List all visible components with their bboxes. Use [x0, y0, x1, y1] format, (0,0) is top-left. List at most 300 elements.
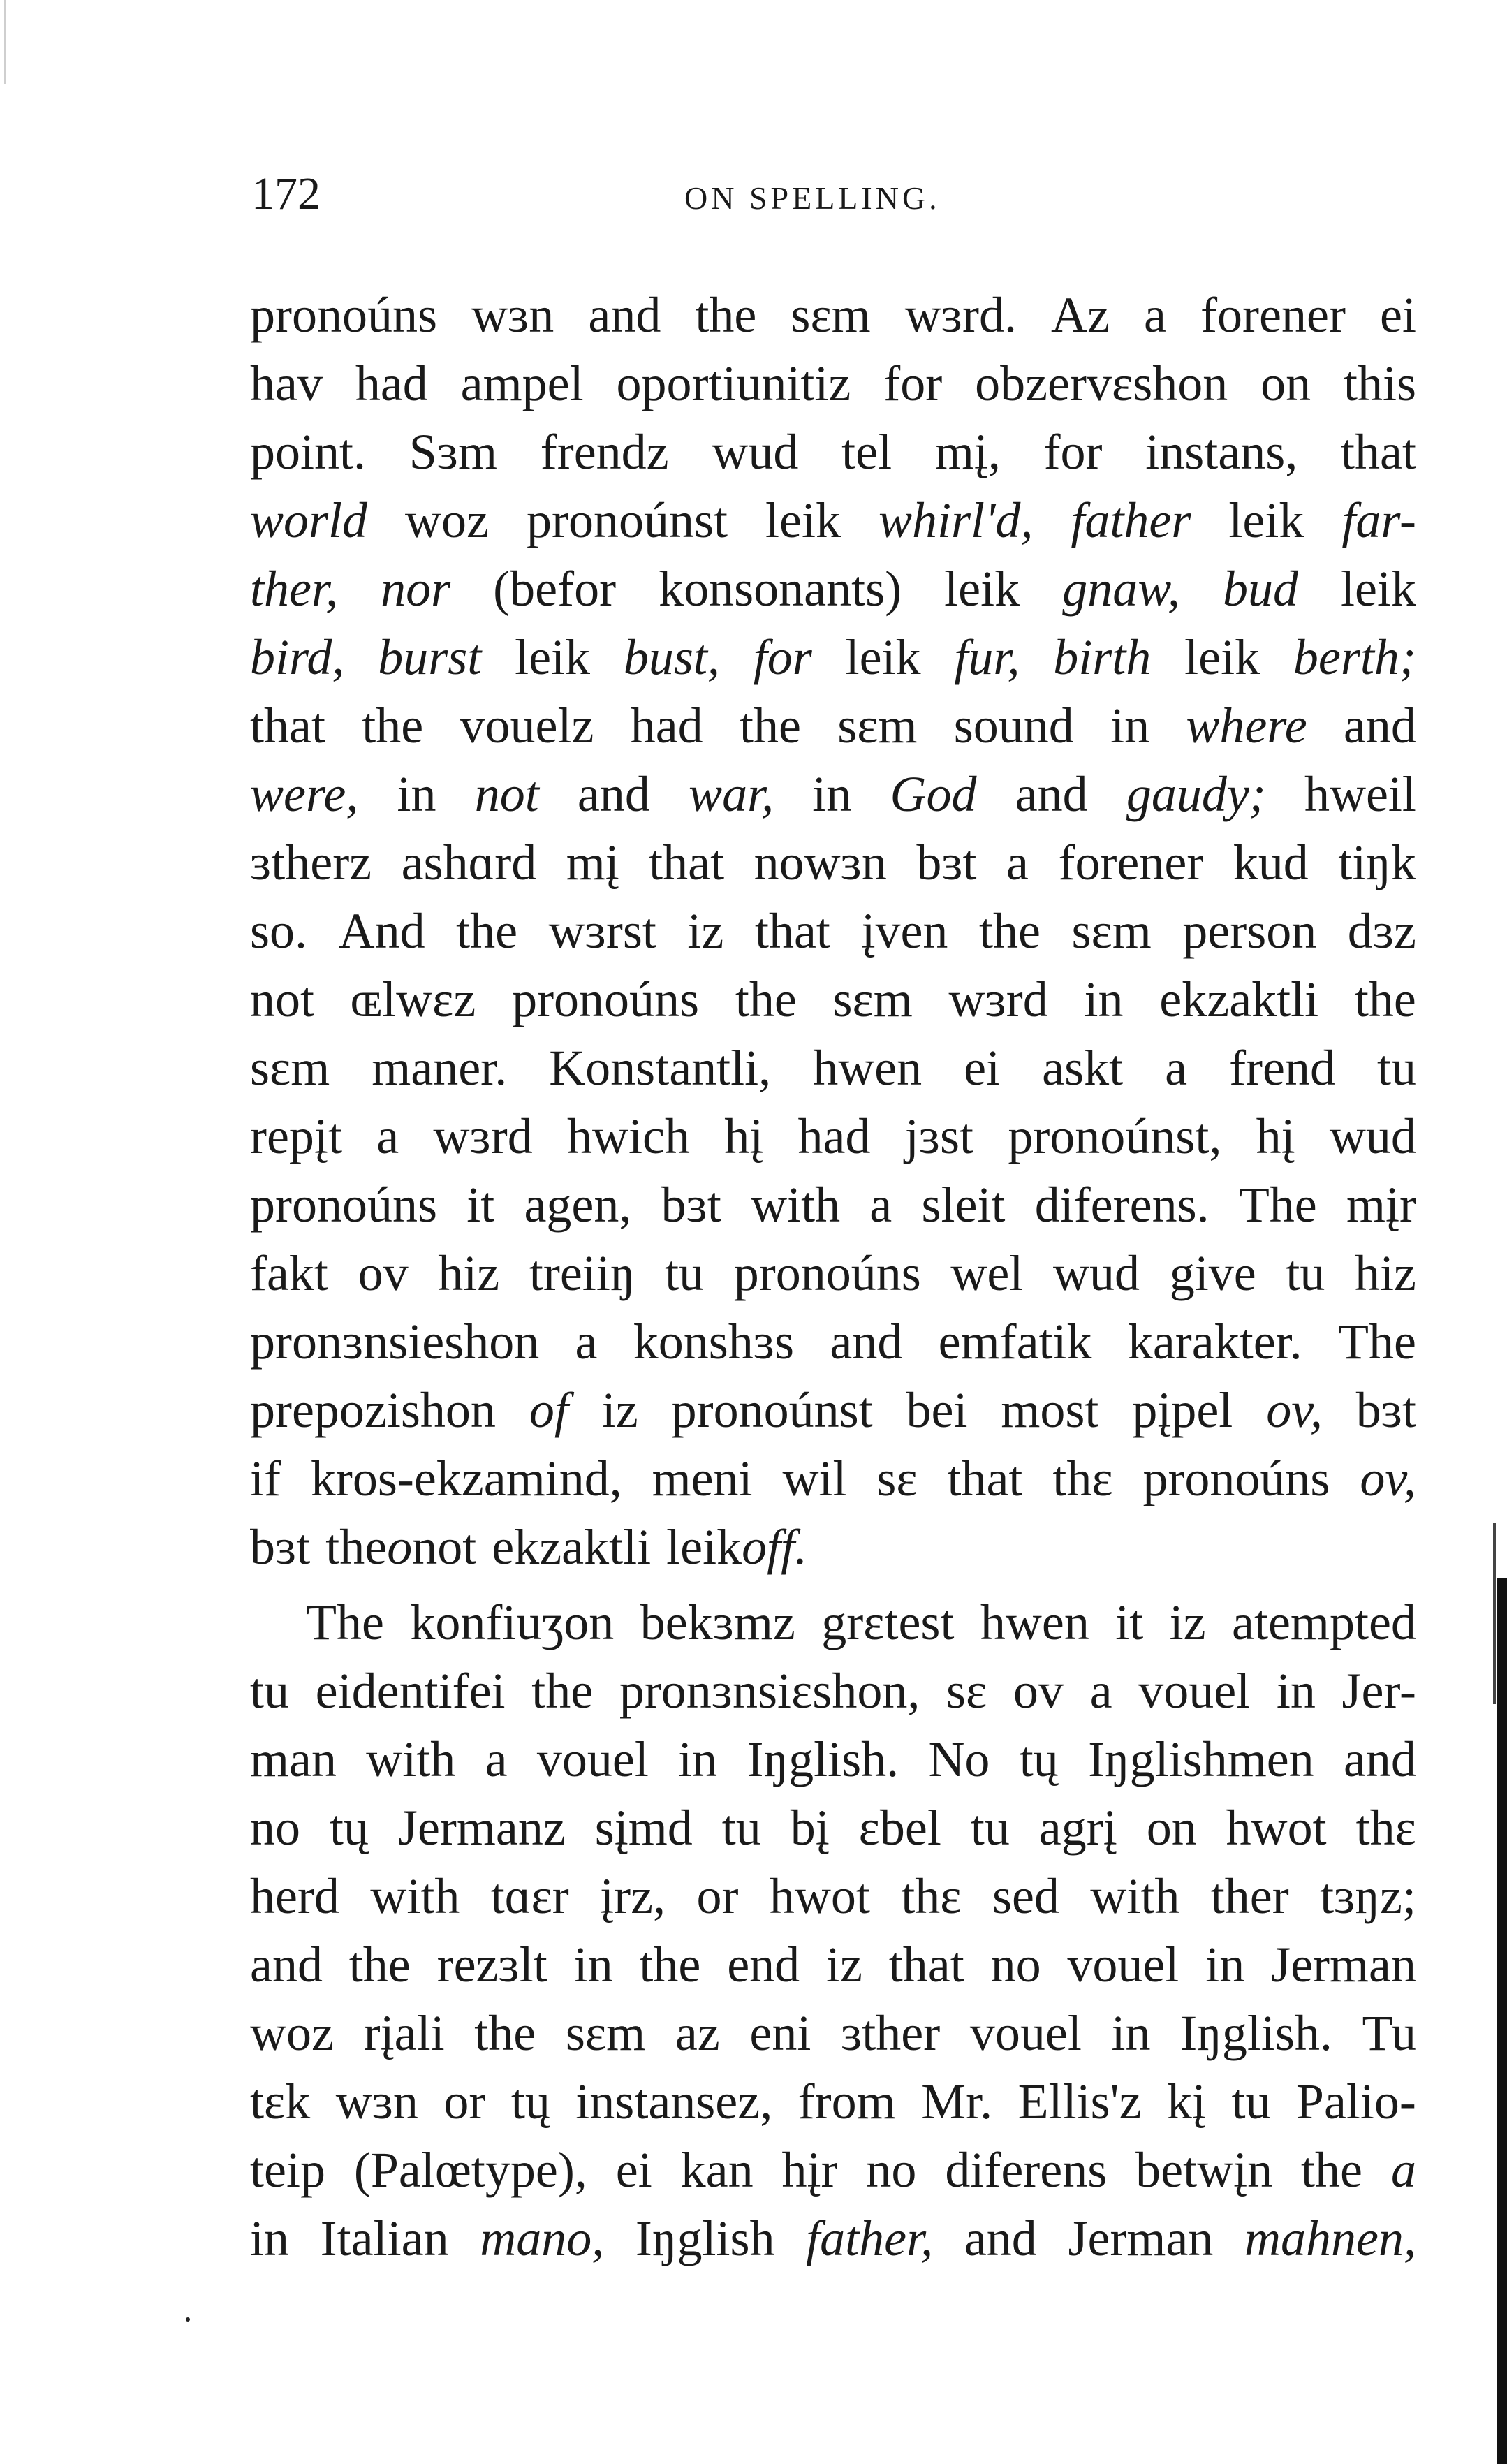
italic-word: not	[474, 766, 539, 822]
word: that	[649, 835, 725, 890]
word: or	[443, 2074, 486, 2129]
italic-word: bust,	[623, 629, 720, 685]
word: grɛtest	[821, 1594, 955, 1650]
word: wel	[950, 1245, 1024, 1301]
word: atempted	[1232, 1594, 1416, 1650]
word: forener	[1200, 287, 1346, 343]
word: obzervɛshon	[975, 355, 1228, 411]
word: leik	[666, 1519, 742, 1575]
word: rezɜlt	[436, 1937, 547, 1993]
word: oportiunitiz	[616, 355, 851, 411]
word: pronoúnst,	[1008, 1108, 1222, 1164]
word: in	[812, 766, 852, 822]
text-line	[250, 691, 1416, 760]
word: leik	[944, 561, 1020, 617]
word: sleit	[921, 1177, 1006, 1233]
italic-word: nor	[381, 561, 451, 617]
text-line	[250, 1588, 1416, 1657]
italic-word: mano,	[480, 2210, 605, 2266]
word: dɜz	[1347, 903, 1416, 959]
italic-word: war,	[689, 766, 774, 822]
word: ɜtherz	[250, 835, 372, 890]
word: wud	[1053, 1245, 1140, 1301]
word: diferens.	[1034, 1177, 1210, 1233]
word: and	[588, 287, 661, 343]
word: that	[888, 1937, 964, 1993]
word: frend	[1229, 1040, 1335, 1096]
italic-word: of	[529, 1382, 568, 1438]
word: thɛ	[1355, 1800, 1416, 1856]
word: tų	[1019, 1731, 1059, 1787]
word: Jerman	[1068, 2210, 1214, 2266]
word: az	[675, 2005, 720, 2061]
word: hįr	[781, 2142, 838, 2198]
running-head: ON SPELLING.	[684, 180, 941, 216]
word: rįali	[363, 2005, 445, 2061]
word: and	[830, 1314, 903, 1370]
word: ɛbel	[858, 1800, 941, 1856]
word: hiz	[1355, 1245, 1416, 1301]
word: mį,	[934, 424, 1001, 480]
word: pronɜnsieshon	[250, 1314, 540, 1370]
word: karakter.	[1127, 1314, 1302, 1370]
word: no	[866, 2142, 917, 2198]
word: diferens	[945, 2142, 1108, 2198]
text-line	[250, 1513, 1416, 1581]
word: (Palœtype),	[353, 2142, 587, 2198]
word: pronoúnst	[527, 492, 728, 548]
word: kud	[1233, 835, 1309, 890]
word: the	[474, 2005, 536, 2061]
word: wud	[712, 424, 799, 480]
word: thɛ	[1052, 1451, 1113, 1506]
word: on	[1260, 355, 1311, 411]
word: most	[1001, 1382, 1099, 1438]
word: frendz	[540, 424, 669, 480]
word: that	[947, 1451, 1023, 1506]
paragraph	[250, 1588, 1416, 2273]
text-line	[250, 1999, 1416, 2067]
word: wil	[782, 1451, 847, 1506]
word: meni	[652, 1451, 753, 1506]
word: iz	[826, 1937, 862, 1993]
word: wɜrd	[433, 1108, 533, 1164]
word: konsonants)	[659, 561, 902, 617]
word: or	[696, 1868, 739, 1924]
word: in	[397, 766, 436, 822]
word: tɜŋz;	[1320, 1868, 1416, 1924]
word: iz	[687, 903, 724, 959]
word: wɜrd.	[904, 287, 1017, 343]
word: with	[370, 1868, 460, 1924]
word: iz	[1169, 1594, 1206, 1650]
text-line	[250, 1725, 1416, 1794]
text-line	[250, 2067, 1416, 2136]
text-line	[250, 418, 1416, 486]
word: sɛ	[876, 1451, 918, 1506]
text-line	[250, 1794, 1416, 1862]
word: woz	[250, 2005, 334, 2061]
word: a	[869, 1177, 892, 1233]
word: maner.	[372, 1040, 508, 1096]
word: bɜt	[1355, 1382, 1416, 1438]
word: įrz,	[600, 1868, 666, 1924]
word: Iŋglish.	[747, 1731, 899, 1787]
word: woz	[405, 492, 489, 548]
word: pronoúnst	[671, 1382, 873, 1438]
word: hav	[250, 355, 323, 411]
italic-word: gaudy;	[1126, 766, 1266, 822]
text-line	[250, 1102, 1416, 1171]
word: wɜn	[471, 287, 554, 343]
word: with	[751, 1177, 841, 1233]
page-number: 172	[251, 168, 321, 219]
text-line	[250, 2204, 1416, 2273]
word: a	[376, 1108, 399, 1164]
italic-word: gnaw,	[1062, 561, 1180, 617]
word: Palio-	[1295, 2074, 1416, 2129]
word: tu	[1286, 1245, 1325, 1301]
word: The	[306, 1594, 384, 1650]
text-line	[250, 349, 1416, 418]
word: and	[1343, 1731, 1416, 1787]
word: that	[250, 698, 325, 754]
word: forener	[1058, 835, 1204, 890]
word: pįpel	[1132, 1382, 1233, 1438]
word: sound	[953, 698, 1074, 754]
word: give	[1169, 1245, 1256, 1301]
page-edge-shadow	[4, 0, 6, 84]
italic-word: a	[1390, 2142, 1416, 2198]
word: a	[485, 1731, 508, 1787]
word: Iŋglish.	[1180, 2005, 1332, 2061]
italic-word: world	[250, 492, 368, 548]
page-edge-shadow	[1493, 1523, 1496, 1704]
word: (befor	[493, 561, 617, 617]
word: sɛm	[1071, 903, 1152, 959]
word: from	[797, 2074, 896, 2129]
word: And	[338, 903, 425, 959]
word: prepozishon	[250, 1382, 496, 1438]
word: kan	[680, 2142, 753, 2198]
word: sɛm	[837, 698, 918, 754]
word: mį	[566, 835, 619, 890]
word: the	[325, 1519, 388, 1575]
word: a	[1165, 1040, 1188, 1096]
word: Italian	[320, 2210, 449, 2266]
text-line	[250, 281, 1416, 349]
word: ei	[1379, 287, 1416, 343]
word: not	[250, 971, 315, 1027]
word: hwot	[1226, 1800, 1327, 1856]
word: Konstantli,	[549, 1040, 772, 1096]
word: sɛm	[791, 287, 871, 343]
word: konshɜs	[633, 1314, 795, 1370]
word: the	[978, 903, 1041, 959]
word: had	[355, 355, 428, 411]
word: vouel	[1138, 1663, 1251, 1719]
word: hwen	[813, 1040, 922, 1096]
text-line	[250, 965, 1416, 1034]
word: tu	[721, 1800, 761, 1856]
word: ashɑrd	[401, 835, 537, 890]
text-line	[250, 555, 1416, 623]
word: Jerman	[1271, 1937, 1416, 1993]
word: sɛ	[946, 1663, 987, 1719]
word: vouel	[969, 2005, 1082, 2061]
word: No	[928, 1731, 990, 1787]
word: konfiuʒon	[410, 1594, 615, 1650]
word: the	[362, 698, 424, 754]
paragraph-gap	[250, 1581, 1416, 1588]
word: and	[1343, 698, 1416, 754]
word: a	[1006, 835, 1029, 890]
word: ei	[615, 2142, 652, 2198]
word: if	[250, 1451, 281, 1506]
word: hwot	[769, 1868, 870, 1924]
italic-word: berth;	[1293, 629, 1416, 685]
italic-word: God	[890, 766, 977, 822]
italic-word: bird,	[250, 629, 345, 685]
word: in	[1084, 971, 1124, 1027]
italic-word: for	[753, 629, 812, 685]
word: thɛ	[901, 1868, 962, 1924]
word: Sɜm	[409, 424, 498, 480]
word: ɜther	[841, 2005, 941, 2061]
word: emfatik	[938, 1314, 1092, 1370]
word: betwįn	[1135, 2142, 1273, 2198]
word: jɜst	[904, 1108, 974, 1164]
word: with	[366, 1731, 456, 1787]
word: Az	[1051, 287, 1110, 343]
word: ther	[1210, 1868, 1289, 1924]
text-line	[250, 1307, 1416, 1376]
word: kros-ekzamind,	[310, 1451, 622, 1506]
word: ov	[358, 1245, 409, 1301]
word: tų	[329, 1800, 369, 1856]
text-line	[250, 486, 1416, 555]
italic-word: ther,	[250, 561, 338, 617]
word: eidentifei	[315, 1663, 506, 1719]
word: Jermanz	[397, 1800, 566, 1856]
word: vouel	[536, 1731, 649, 1787]
word: pronɜnsiɛshon,	[619, 1663, 920, 1719]
italic-word: far-	[1341, 492, 1416, 548]
italic-word: birth	[1053, 629, 1152, 685]
italic-word: mahnen,	[1244, 2210, 1416, 2266]
word: tu	[1376, 1040, 1416, 1096]
word: ɶlwɛz	[350, 971, 476, 1027]
word: a	[1144, 287, 1167, 343]
word: in	[250, 2210, 290, 2266]
word: person	[1182, 903, 1317, 959]
word: in	[1205, 1937, 1245, 1993]
word: hwen	[980, 1594, 1089, 1650]
text-line	[250, 1239, 1416, 1307]
word: and	[577, 766, 650, 822]
italic-word: whirl'd,	[878, 492, 1034, 548]
word: teip	[250, 2142, 325, 2198]
word: hiz	[438, 1245, 500, 1301]
word: hweil	[1304, 766, 1416, 822]
word: įven	[861, 903, 948, 959]
word: bɜt	[916, 835, 977, 890]
word: wɜn	[335, 2074, 418, 2129]
word: wɜrst	[548, 903, 656, 959]
word: tiŋk	[1338, 835, 1416, 890]
word: that	[754, 903, 830, 959]
word: on	[1146, 1800, 1197, 1856]
word: leik	[765, 492, 841, 548]
word: the	[348, 1937, 411, 1993]
word: in	[1111, 2005, 1151, 2061]
text-line	[250, 1034, 1416, 1102]
text-line	[250, 1930, 1416, 1999]
text-line	[250, 1657, 1416, 1725]
word: tɛk	[250, 2074, 311, 2129]
word: tu	[250, 1663, 290, 1719]
word: mįr	[1346, 1177, 1416, 1233]
text-line	[250, 1862, 1416, 1930]
word: the	[695, 287, 757, 343]
word: a	[1089, 1663, 1112, 1719]
word: ei	[964, 1040, 1001, 1096]
word: Mr.	[921, 2074, 993, 2129]
word: instans,	[1145, 424, 1298, 480]
text-line	[250, 1171, 1416, 1239]
italic-word: bud	[1222, 561, 1298, 617]
word: vouel	[1067, 1937, 1179, 1993]
word: in	[1276, 1663, 1316, 1719]
word: it	[1115, 1594, 1144, 1650]
text-line	[250, 897, 1416, 965]
word: not	[412, 1519, 477, 1575]
word: bei	[906, 1382, 968, 1438]
word: tu	[970, 1800, 1010, 1856]
word: sed	[992, 1868, 1059, 1924]
print-speck	[186, 2317, 190, 2322]
word: a	[575, 1314, 598, 1370]
italic-word: o	[387, 1519, 413, 1575]
word: in	[678, 1731, 718, 1787]
word: pronoúns	[512, 971, 700, 1027]
word: the	[1301, 2142, 1363, 2198]
word: leik	[1184, 629, 1260, 685]
word: ov	[1013, 1663, 1064, 1719]
word: no	[250, 1800, 300, 1856]
word: the	[531, 1663, 594, 1719]
word: ampel	[460, 355, 584, 411]
italic-word: ov,	[1360, 1451, 1416, 1506]
paragraph	[250, 281, 1416, 1581]
word: the	[456, 903, 518, 959]
italic-word: father,	[806, 2210, 934, 2266]
word: in	[1110, 698, 1150, 754]
word: Ellis'z	[1017, 2074, 1142, 2129]
word: instansez,	[575, 2074, 773, 2129]
word: tel	[841, 424, 892, 480]
word: with	[1090, 1868, 1180, 1924]
word: sɛm	[832, 971, 913, 1027]
body-text	[250, 281, 1416, 2273]
italic-word: ov,	[1266, 1382, 1323, 1438]
word: agen,	[524, 1177, 632, 1233]
word: this	[1343, 355, 1416, 411]
word: nowɜn	[753, 835, 887, 890]
word: point.	[250, 424, 367, 480]
word: Iŋglish	[635, 2210, 775, 2266]
word: leik	[845, 629, 921, 685]
text-line	[250, 2136, 1416, 2204]
word: wud	[1329, 1108, 1416, 1164]
word: for	[883, 355, 943, 411]
text-line	[250, 760, 1416, 828]
page-edge-shadow	[1497, 1578, 1507, 2464]
word: the	[739, 698, 801, 754]
word: wɜrd	[948, 971, 1048, 1027]
word: hwich	[566, 1108, 690, 1164]
word: tu	[1231, 2074, 1271, 2129]
word: had	[630, 698, 703, 754]
word: Jer-	[1341, 1663, 1416, 1719]
word: the	[639, 1937, 701, 1993]
word: pronoúns	[250, 287, 437, 343]
word: the	[735, 971, 797, 1027]
word: treiiŋ	[529, 1245, 635, 1301]
word: so.	[250, 903, 308, 959]
word: vouelz	[460, 698, 594, 754]
page-header	[251, 166, 1411, 229]
word: kį	[1166, 2074, 1206, 2129]
word: leik	[1228, 492, 1304, 548]
word: pronoúns	[1142, 1451, 1330, 1506]
word: sɛm	[250, 1040, 330, 1096]
word: no	[990, 1937, 1041, 1993]
word: that	[1341, 424, 1416, 480]
italic-word: were,	[250, 766, 359, 822]
word: sɛm	[565, 2005, 646, 2061]
word: agrį	[1038, 1800, 1117, 1856]
text-line	[250, 623, 1416, 691]
word: The	[1238, 1177, 1317, 1233]
word: leik	[1341, 561, 1416, 617]
word: repįt	[250, 1108, 342, 1164]
word: tų	[510, 2074, 550, 2129]
word: for	[1043, 424, 1103, 480]
word: it	[466, 1177, 495, 1233]
word: hį	[1256, 1108, 1295, 1164]
word: iz	[601, 1382, 638, 1438]
word: eni	[749, 2005, 811, 2061]
word: tɑɛr	[490, 1868, 569, 1924]
word: hį	[724, 1108, 764, 1164]
word: end	[727, 1937, 800, 1993]
word: leik	[515, 629, 591, 685]
word: bį	[790, 1800, 830, 1856]
word: the	[1354, 971, 1416, 1027]
word: and	[250, 1937, 323, 1993]
word: had	[797, 1108, 871, 1164]
word: man	[250, 1731, 337, 1787]
italic-word: father	[1071, 492, 1191, 548]
italic-word: off.	[742, 1519, 808, 1575]
word: The	[1337, 1314, 1416, 1370]
word: bɜt	[250, 1519, 311, 1575]
italic-word: burst	[378, 629, 482, 685]
word: tu	[665, 1245, 705, 1301]
word: bɜt	[661, 1177, 721, 1233]
text-line	[250, 1444, 1416, 1513]
